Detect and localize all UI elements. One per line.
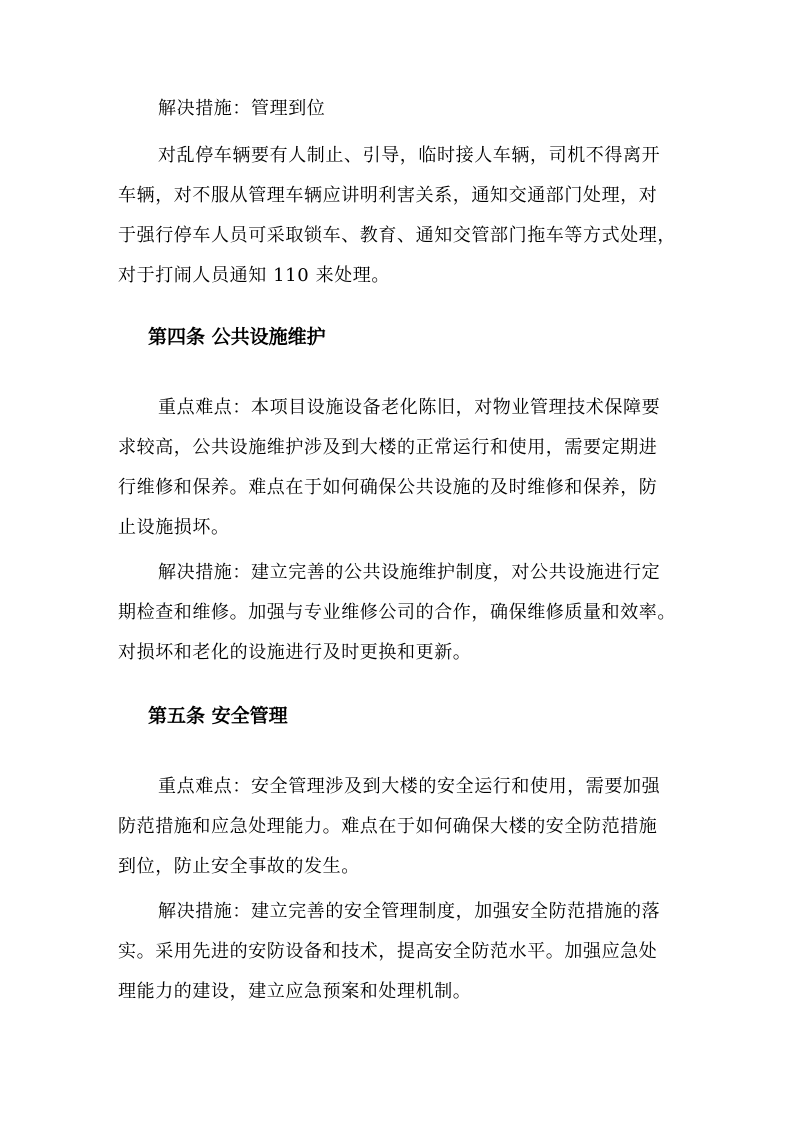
section-heading: 第五条 安全管理: [148, 705, 288, 727]
paragraph-line: 期检查和维修。加强与专业维修公司的合作，确保维修质量和效率。: [118, 602, 676, 623]
section-heading: 第四条 公共设施维护: [148, 326, 326, 348]
paragraph-line: 对损坏和老化的设施进行及时更换和更新。: [118, 642, 472, 663]
paragraph-line: 行维修和保养。难点在于如何确保公共设施的及时维修和保养，防: [118, 477, 658, 498]
paragraph-line: 对于打闹人员通知 110 来处理。: [118, 265, 390, 286]
paragraph-line: 解决措施：建立完善的公共设施维护制度，对公共设施进行定: [158, 562, 661, 583]
paragraph-line: 于强行停车人员可采取锁车、教育、通知交管部门拖车等方式处理，: [118, 225, 676, 246]
paragraph-line: 防范措施和应急处理能力。难点在于如何确保大楼的安全防范措施: [118, 816, 658, 837]
paragraph-line: 解决措施：管理到位: [158, 98, 326, 119]
paragraph-line: 求较高，公共设施维护涉及到大楼的正常运行和使用，需要定期进: [118, 437, 658, 458]
paragraph-line: 理能力的建设，建立应急预案和处理机制。: [118, 981, 472, 1002]
paragraph-line: 到位，防止安全事故的发生。: [118, 856, 360, 877]
paragraph-line: 对乱停车辆要有人制止、引导，临时接人车辆，司机不得离开: [158, 145, 661, 166]
paragraph-line: 解决措施：建立完善的安全管理制度，加强安全防范措施的落: [158, 901, 661, 922]
paragraph-line: 实。采用先进的安防设备和技术，提高安全防范水平。加强应急处: [118, 941, 658, 962]
paragraph-line: 重点难点：本项目设施设备老化陈旧，对物业管理技术保障要: [158, 397, 661, 418]
paragraph-line: 车辆，对不服从管理车辆应讲明利害关系，通知交通部门处理，对: [118, 185, 658, 206]
paragraph-line: 止设施损坏。: [118, 517, 230, 538]
paragraph-line: 重点难点：安全管理涉及到大楼的安全运行和使用，需要加强: [158, 776, 661, 797]
